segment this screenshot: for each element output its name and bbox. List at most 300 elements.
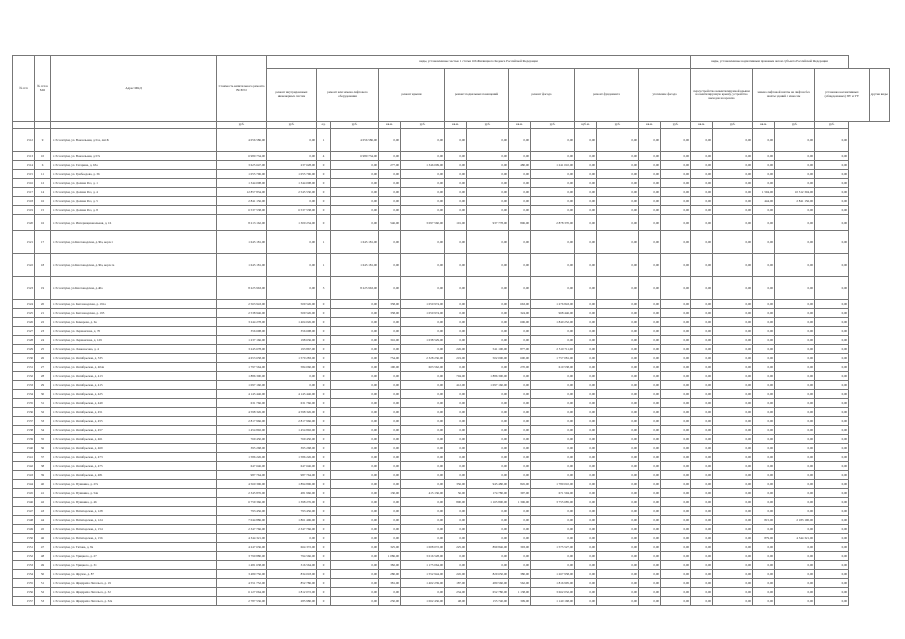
cell-dr: 0,00 <box>713 206 753 215</box>
cell-el_n: 0 <box>317 462 331 471</box>
cell-rf_a: 250,00 <box>379 597 401 606</box>
cell-ins: 0,00 <box>661 161 691 170</box>
cell-bs: 0,00 <box>467 309 509 318</box>
cell-el: 0,00 <box>331 161 379 170</box>
cell-eng: 509 526,00 <box>267 300 317 309</box>
cell-ins: 0,00 <box>661 231 691 254</box>
cell-bs_a: 0,00 <box>445 197 467 206</box>
cell-fc: 671 594,00 <box>531 489 575 498</box>
cell-mt_a: 0,00 <box>753 480 775 489</box>
cell-dr: 0,00 <box>713 570 753 579</box>
cell-oth: 0,00 <box>815 489 849 498</box>
cell-mt_a: 0,00 <box>753 254 775 277</box>
cell-a: г. Ессентуки, ул. Октябрьская, д. 469 <box>51 444 217 453</box>
cell-dr_a: 0,00 <box>691 489 713 498</box>
table-row <box>13 579 890 588</box>
cell-oth: 0,00 <box>815 390 849 399</box>
cell-ins_a: 0,00 <box>639 462 661 471</box>
table-row <box>13 408 890 417</box>
cell-m: 6 <box>35 161 51 170</box>
cell-fd_a: 0,00 <box>575 206 597 215</box>
cell-ins_a: 0,00 <box>639 197 661 206</box>
cell-ins: 0,00 <box>661 179 691 188</box>
cell-rf_a: 0,00 <box>379 197 401 206</box>
cell-n: 1545 <box>13 489 35 498</box>
cell-mt_a: 0,00 <box>753 300 775 309</box>
cell-mt: 0,00 <box>775 426 815 435</box>
cell-rf_a: 0,00 <box>379 327 401 336</box>
cell-m: 10 <box>35 152 51 161</box>
cell-m: 47 <box>35 543 51 552</box>
cell-el_n: 1 <box>317 231 331 254</box>
cell-bs_a: 0,00 <box>445 516 467 525</box>
cell-dr_a: 0,00 <box>691 231 713 254</box>
cell-n: 1548 <box>13 516 35 525</box>
cell-cost: 2 563 943,00 <box>217 300 267 309</box>
cell-dr: 0,00 <box>713 489 753 498</box>
cell-fc: 3 662 032,00 <box>531 588 575 597</box>
cell-eng: 509 526,00 <box>267 309 317 318</box>
cell-rf: 0,00 <box>401 345 445 354</box>
cell-bs_a: 245,00 <box>445 570 467 579</box>
cell-oth: 0,00 <box>815 579 849 588</box>
cell-ins_a: 0,00 <box>639 318 661 327</box>
cell-fd_a: 0,00 <box>575 543 597 552</box>
cell-oth: 0,00 <box>815 525 849 534</box>
cell-oth: 0,00 <box>815 597 849 606</box>
cell-fc: 0,00 <box>531 381 575 390</box>
cell-el_n: 0 <box>317 215 331 231</box>
unit-rub: руб. <box>713 122 753 129</box>
cell-fc: 0,00 <box>531 417 575 426</box>
table-row <box>13 525 890 534</box>
cell-mt: 0,00 <box>775 345 815 354</box>
cell-eng: 852 786,00 <box>267 579 317 588</box>
cell-n: 1534 <box>13 390 35 399</box>
cell-bs: 0,00 <box>467 161 509 170</box>
cell-dr_a: 0,00 <box>691 597 713 606</box>
cell-oth: 0,00 <box>815 570 849 579</box>
cell-el_n: 0 <box>317 426 331 435</box>
cell-fc: 0,00 <box>531 152 575 161</box>
cell-bs_a: 0,00 <box>445 170 467 179</box>
cell-n: 1544 <box>13 480 35 489</box>
cell-m: 12 <box>35 179 51 188</box>
header-roof-rebuild: переустройство невентилируемой крыши на вентилируемую крышу, устройство выходов на кровлю <box>691 69 753 122</box>
cell-el_n: 0 <box>317 588 331 597</box>
cell-oth: 0,00 <box>815 215 849 231</box>
cell-dr_a: 0,00 <box>691 399 713 408</box>
cell-dr_a: 0,00 <box>691 561 713 570</box>
cell-el: 0,00 <box>331 453 379 462</box>
cell-dr: 0,00 <box>713 507 753 516</box>
cell-a: г. Ессентуки, ул. Октябрьская, д. 449 <box>51 399 217 408</box>
table-row <box>13 516 890 525</box>
cell-cost: 7 044 886,00 <box>217 516 267 525</box>
table-row <box>13 453 890 462</box>
cell-mt_a: 0,00 <box>753 354 775 363</box>
cell-m: 29 <box>35 381 51 390</box>
cell-bs_a: 412,00 <box>445 381 467 390</box>
cell-mt_a: 0,00 <box>753 525 775 534</box>
cell-fc_a: 480,00 <box>509 161 531 170</box>
cell-fc: 0,00 <box>531 525 575 534</box>
cell-fd: 0,00 <box>597 300 639 309</box>
cell-dr: 0,00 <box>713 197 753 206</box>
cell-rf_a: 0,00 <box>379 277 401 300</box>
cell-rf: 2 328 236,00 <box>401 354 445 363</box>
cell-fd_a: 0,00 <box>575 231 597 254</box>
cell-ins: 0,00 <box>661 417 691 426</box>
cell-fc_a: 0,00 <box>509 152 531 161</box>
cell-bs: 0,00 <box>467 277 509 300</box>
cell-m: 19 <box>35 277 51 300</box>
cell-mt_a: 0,00 <box>753 152 775 161</box>
cell-mt_a: 444,00 <box>753 197 775 206</box>
cell-mt_a: 0,00 <box>753 215 775 231</box>
cell-a: г. Ессентуки, ул.Кисловодская, д.30а, корп.1а <box>51 254 217 277</box>
table-row <box>13 498 890 507</box>
cell-a: г. Ессентуки, ул. Гагарина, д. 63а <box>51 161 217 170</box>
table-row <box>13 480 890 489</box>
cell-mt: 0,00 <box>775 462 815 471</box>
cell-m: 37 <box>35 453 51 462</box>
cell-cost: 1 454 892,00 <box>217 426 267 435</box>
cell-ins: 0,00 <box>661 597 691 606</box>
cell-el_n: 0 <box>317 390 331 399</box>
cell-ins_a: 0,00 <box>639 561 661 570</box>
cell-fd: 0,00 <box>597 215 639 231</box>
cell-rf_a: 0,00 <box>379 345 401 354</box>
cell-a: г. Ессентуки, ул. Октябрьская, д. 457 <box>51 426 217 435</box>
cell-fc: 0,00 <box>531 188 575 197</box>
cell-el: 0,00 <box>331 300 379 309</box>
cell-mt_a: 0,00 <box>753 129 775 152</box>
cell-fc: 0,00 <box>531 336 575 345</box>
cell-ins_a: 0,00 <box>639 254 661 277</box>
cell-ins: 0,00 <box>661 534 691 543</box>
cell-fc_a: 0,00 <box>509 561 531 570</box>
cell-el: 0,00 <box>331 498 379 507</box>
table-row <box>13 570 890 579</box>
cell-fd: 0,00 <box>597 426 639 435</box>
cell-a: г. Ессентуки, ул. Октябрьская, д. 425 <box>51 390 217 399</box>
cell-bs: 0,00 <box>467 561 509 570</box>
cell-el_n: 0 <box>317 489 331 498</box>
cell-fd_a: 0,00 <box>575 453 597 462</box>
cell-dr_a: 0,00 <box>691 327 713 336</box>
cell-rf: 3 016 528,00 <box>401 552 445 561</box>
cell-el: 0,00 <box>331 489 379 498</box>
cell-fc_a: 0,00 <box>509 417 531 426</box>
cell-dr_a: 0,00 <box>691 579 713 588</box>
cell-oth: 0,00 <box>815 498 849 507</box>
cell-fc: 0,00 <box>531 561 575 570</box>
cell-fc: 0,00 <box>531 399 575 408</box>
cell-mt: 0,00 <box>775 480 815 489</box>
cell-eng: 1 454 892,00 <box>267 426 317 435</box>
table-row <box>13 471 890 480</box>
cell-rf: 1 062 436,00 <box>401 597 445 606</box>
cell-n: 1514 <box>13 161 35 170</box>
cell-ins: 0,00 <box>661 372 691 381</box>
cell-oth: 0,00 <box>815 426 849 435</box>
cell-rf: 0,00 <box>401 372 445 381</box>
cell-rf: 0,00 <box>401 588 445 597</box>
cell-el_n: 0 <box>317 453 331 462</box>
cell-mt: 4 344 321,00 <box>775 534 815 543</box>
cell-bs_a: 800,00 <box>445 498 467 507</box>
cell-rf: 0,00 <box>401 417 445 426</box>
cell-mt: 0,00 <box>775 435 815 444</box>
cell-eng: 1 894 896,00 <box>267 480 317 489</box>
cell-fd_a: 0,00 <box>575 561 597 570</box>
cell-n: 1521 <box>13 231 35 254</box>
cell-mt: 10 312 304,00 <box>775 188 815 197</box>
table-row <box>13 435 890 444</box>
cell-mt_a: 0,00 <box>753 327 775 336</box>
cell-rf_a: 0,00 <box>379 534 401 543</box>
cell-el: 0,00 <box>331 462 379 471</box>
cell-fd_a: 0,00 <box>575 417 597 426</box>
cell-cost: 1 645 181,00 <box>217 254 267 277</box>
cell-mt_a: 0,00 <box>753 498 775 507</box>
cell-oth: 0,00 <box>815 129 849 152</box>
cell-el: 4 056 586,00 <box>331 129 379 152</box>
cell-dr_a: 0,00 <box>691 534 713 543</box>
cell-fd_a: 0,00 <box>575 426 597 435</box>
cell-bs_a: 704,00 <box>445 372 467 381</box>
cell-rf_a: 0,00 <box>379 152 401 161</box>
cell-dr: 0,00 <box>713 480 753 489</box>
cell-ins_a: 0,00 <box>639 309 661 318</box>
table-row <box>13 444 890 453</box>
cell-el: 0,00 <box>331 480 379 489</box>
cell-ins: 0,00 <box>661 435 691 444</box>
cell-ins: 0,00 <box>661 525 691 534</box>
cell-bs_a: 0,00 <box>445 552 467 561</box>
cell-el_n: 0 <box>317 579 331 588</box>
cell-mt: 0,00 <box>775 206 815 215</box>
cell-cost: 1 481 638,00 <box>217 561 267 570</box>
cell-el: 0,00 <box>331 426 379 435</box>
cell-el_n: 0 <box>317 161 331 170</box>
cell-fc_a: 380,00 <box>509 570 531 579</box>
cell-dr_a: 0,00 <box>691 300 713 309</box>
cell-el_n: 0 <box>317 336 331 345</box>
cell-oth: 0,00 <box>815 336 849 345</box>
header-other: другие виды <box>869 69 889 122</box>
cell-fd_a: 0,00 <box>575 254 597 277</box>
cell-rf_a: 358,00 <box>379 309 401 318</box>
cell-bs: 1 886 300,00 <box>467 372 509 381</box>
cell-rf_a: 0,00 <box>379 390 401 399</box>
cell-eng: 647 646,00 <box>267 462 317 471</box>
unit-rub: руб. <box>267 122 317 129</box>
cell-el: 0,00 <box>331 399 379 408</box>
cell-mt: 0,00 <box>775 161 815 170</box>
cell-cost: 4 598 326,00 <box>217 408 267 417</box>
cell-fc_a: 0,00 <box>509 206 531 215</box>
cell-rf_a: 0,00 <box>379 179 401 188</box>
cell-dr: 0,00 <box>713 129 753 152</box>
cell-mt: 0,00 <box>775 152 815 161</box>
cell-rf: 0,00 <box>401 453 445 462</box>
cell-eng: 0,00 <box>267 254 317 277</box>
cell-a: г. Ессентуки, ул.Кисловодская, д.30а, корп.1 <box>51 231 217 254</box>
cell-el: 0,00 <box>331 309 379 318</box>
cell-eng: 6 537 538,00 <box>267 206 317 215</box>
cell-m: 52 <box>35 588 51 597</box>
cell-cost: 8 225 963,00 <box>217 277 267 300</box>
cell-el_n: 0 <box>317 435 331 444</box>
cell-rf_a: 0,00 <box>379 129 401 152</box>
cell-eng: 664 372,00 <box>267 543 317 552</box>
cell-dr_a: 0,00 <box>691 426 713 435</box>
cell-ins: 0,00 <box>661 206 691 215</box>
header-elevator: ремонт или замена лифтового оборудования <box>317 69 379 122</box>
cell-dr_a: 0,00 <box>691 408 713 417</box>
cell-eng: 769 450,00 <box>267 435 317 444</box>
cell-m: 38 <box>35 462 51 471</box>
cell-rf_a: 0,00 <box>379 254 401 277</box>
cell-a: г. Ессентуки, ул. Октябрьская, д. 461 <box>51 435 217 444</box>
unit-rub: руб. <box>217 122 267 129</box>
cell-fc_a: 562,00 <box>509 579 531 588</box>
cell-mt_a: 0,00 <box>753 507 775 516</box>
cell-bs: 0,00 <box>467 254 509 277</box>
cell-a: г. Ессентуки, ул. Кисловодская, д. 191а <box>51 300 217 309</box>
cell-fc: 0,00 <box>531 462 575 471</box>
table-row <box>13 534 890 543</box>
cell-cost: 6 537 538,00 <box>217 206 267 215</box>
cell-eng: 356 698,00 <box>267 327 317 336</box>
cell-dr_a: 0,00 <box>691 197 713 206</box>
cell-el: 0,00 <box>331 552 379 561</box>
cell-rf_a: 0,00 <box>379 188 401 197</box>
cell-rf_a: 280,00 <box>379 570 401 579</box>
cell-a: г. Ессентуки, ул. Октябрьская, д. 404а <box>51 363 217 372</box>
cell-bs_a: 0,00 <box>445 561 467 570</box>
cell-m: 33 <box>35 417 51 426</box>
cell-mt_a: 0,00 <box>753 318 775 327</box>
cell-oth: 0,00 <box>815 318 849 327</box>
cell-fc_a: 0,00 <box>509 444 531 453</box>
cell-oth: 0,00 <box>815 543 849 552</box>
cell-m: 11 <box>35 170 51 179</box>
cell-fc_a: 0,00 <box>509 426 531 435</box>
cell-cost: 1 886 300,00 <box>217 372 267 381</box>
cell-rf_a: 0,00 <box>379 417 401 426</box>
cell-dr: 0,00 <box>713 309 753 318</box>
cell-ins: 0,00 <box>661 345 691 354</box>
cell-fd_a: 0,00 <box>575 480 597 489</box>
cell-ins: 0,00 <box>661 327 691 336</box>
cell-oth: 0,00 <box>815 197 849 206</box>
cell-rf_a: 382,00 <box>379 561 401 570</box>
cell-eng: 1 812 072,00 <box>267 588 317 597</box>
cell-el_n: 0 <box>317 318 331 327</box>
cell-rf: 0,00 <box>401 206 445 215</box>
cell-rf_a: 0,00 <box>379 453 401 462</box>
cell-fd: 0,00 <box>597 129 639 152</box>
cell-n: 1537 <box>13 417 35 426</box>
cell-dr: 0,00 <box>713 408 753 417</box>
header-basement: ремонт подвальных помещений <box>445 69 509 122</box>
cell-n: 1533 <box>13 381 35 390</box>
cell-eng: 1 586 226,00 <box>267 453 317 462</box>
cell-fc_a: 806,00 <box>509 215 531 231</box>
cell-m: 26 <box>35 354 51 363</box>
cell-cost: 631 766,00 <box>217 399 267 408</box>
cell-dr_a: 0,00 <box>691 543 713 552</box>
cell-n: 1516 <box>13 179 35 188</box>
cell-ins: 0,00 <box>661 399 691 408</box>
cell-rf: 0,00 <box>401 170 445 179</box>
cell-ins: 0,00 <box>661 480 691 489</box>
cell-rf_a: 358,00 <box>379 300 401 309</box>
cell-fd_a: 0,00 <box>575 579 597 588</box>
cell-rf: 1 050 974,00 <box>401 300 445 309</box>
cell-rf: 1 175 064,00 <box>401 561 445 570</box>
cell-ins_a: 0,00 <box>639 597 661 606</box>
header-address: Адрес МКД <box>51 56 217 122</box>
cell-fc_a: 0,00 <box>509 408 531 417</box>
cell-dr_a: 0,00 <box>691 462 713 471</box>
cell-fd_a: 0,00 <box>575 597 597 606</box>
cell-fd: 0,00 <box>597 363 639 372</box>
cell-fc_a: 0,00 <box>509 390 531 399</box>
cell-rf: 0,00 <box>401 444 445 453</box>
cell-el_n: 0 <box>317 206 331 215</box>
cell-oth: 0,00 <box>815 231 849 254</box>
cell-dr: 0,00 <box>713 444 753 453</box>
cell-a: г. Ессентуки, ул. Пятигорская, д. 124 <box>51 516 217 525</box>
cell-el_n: 0 <box>317 507 331 516</box>
cell-bs_a: 0,00 <box>445 363 467 372</box>
cell-dr_a: 0,00 <box>691 444 713 453</box>
cell-fc: 0,00 <box>531 170 575 179</box>
cell-bs: 652 780,00 <box>467 588 509 597</box>
table-row <box>13 188 890 197</box>
cell-fd_a: 0,00 <box>575 489 597 498</box>
cell-fc: 0,00 <box>531 453 575 462</box>
cell-bs_a: 0,00 <box>445 507 467 516</box>
unit-kvm: кв.м. <box>379 122 401 129</box>
cell-oth: 0,00 <box>815 471 849 480</box>
cell-n: 1532 <box>13 372 35 381</box>
cell-a: г. Ессентуки, ул. Вокзальная, д.51а, лит.Б <box>51 129 217 152</box>
cell-fd_a: 0,00 <box>575 161 597 170</box>
cell-fd: 0,00 <box>597 318 639 327</box>
cell-m: 41 <box>35 489 51 498</box>
cell-fd_a: 0,00 <box>575 462 597 471</box>
cell-ins_a: 0,00 <box>639 363 661 372</box>
cell-fd: 0,00 <box>597 552 639 561</box>
cell-mt: 0,00 <box>775 327 815 336</box>
cell-eng: 0,00 <box>267 231 317 254</box>
cell-a: г. Ессентуки, ул. Пушкина, д. 27а <box>51 480 217 489</box>
cell-fc: 0,00 <box>531 129 575 152</box>
cell-cost: 2 841 156,00 <box>217 197 267 206</box>
cell-m: 36 <box>35 444 51 453</box>
cell-fd_a: 0,00 <box>575 444 597 453</box>
cell-oth: 0,00 <box>815 444 849 453</box>
cell-bs_a: 234,00 <box>445 588 467 597</box>
cell-n: 1515 <box>13 170 35 179</box>
cell-ins_a: 0,00 <box>639 534 661 543</box>
cell-bs: 0,00 <box>467 399 509 408</box>
